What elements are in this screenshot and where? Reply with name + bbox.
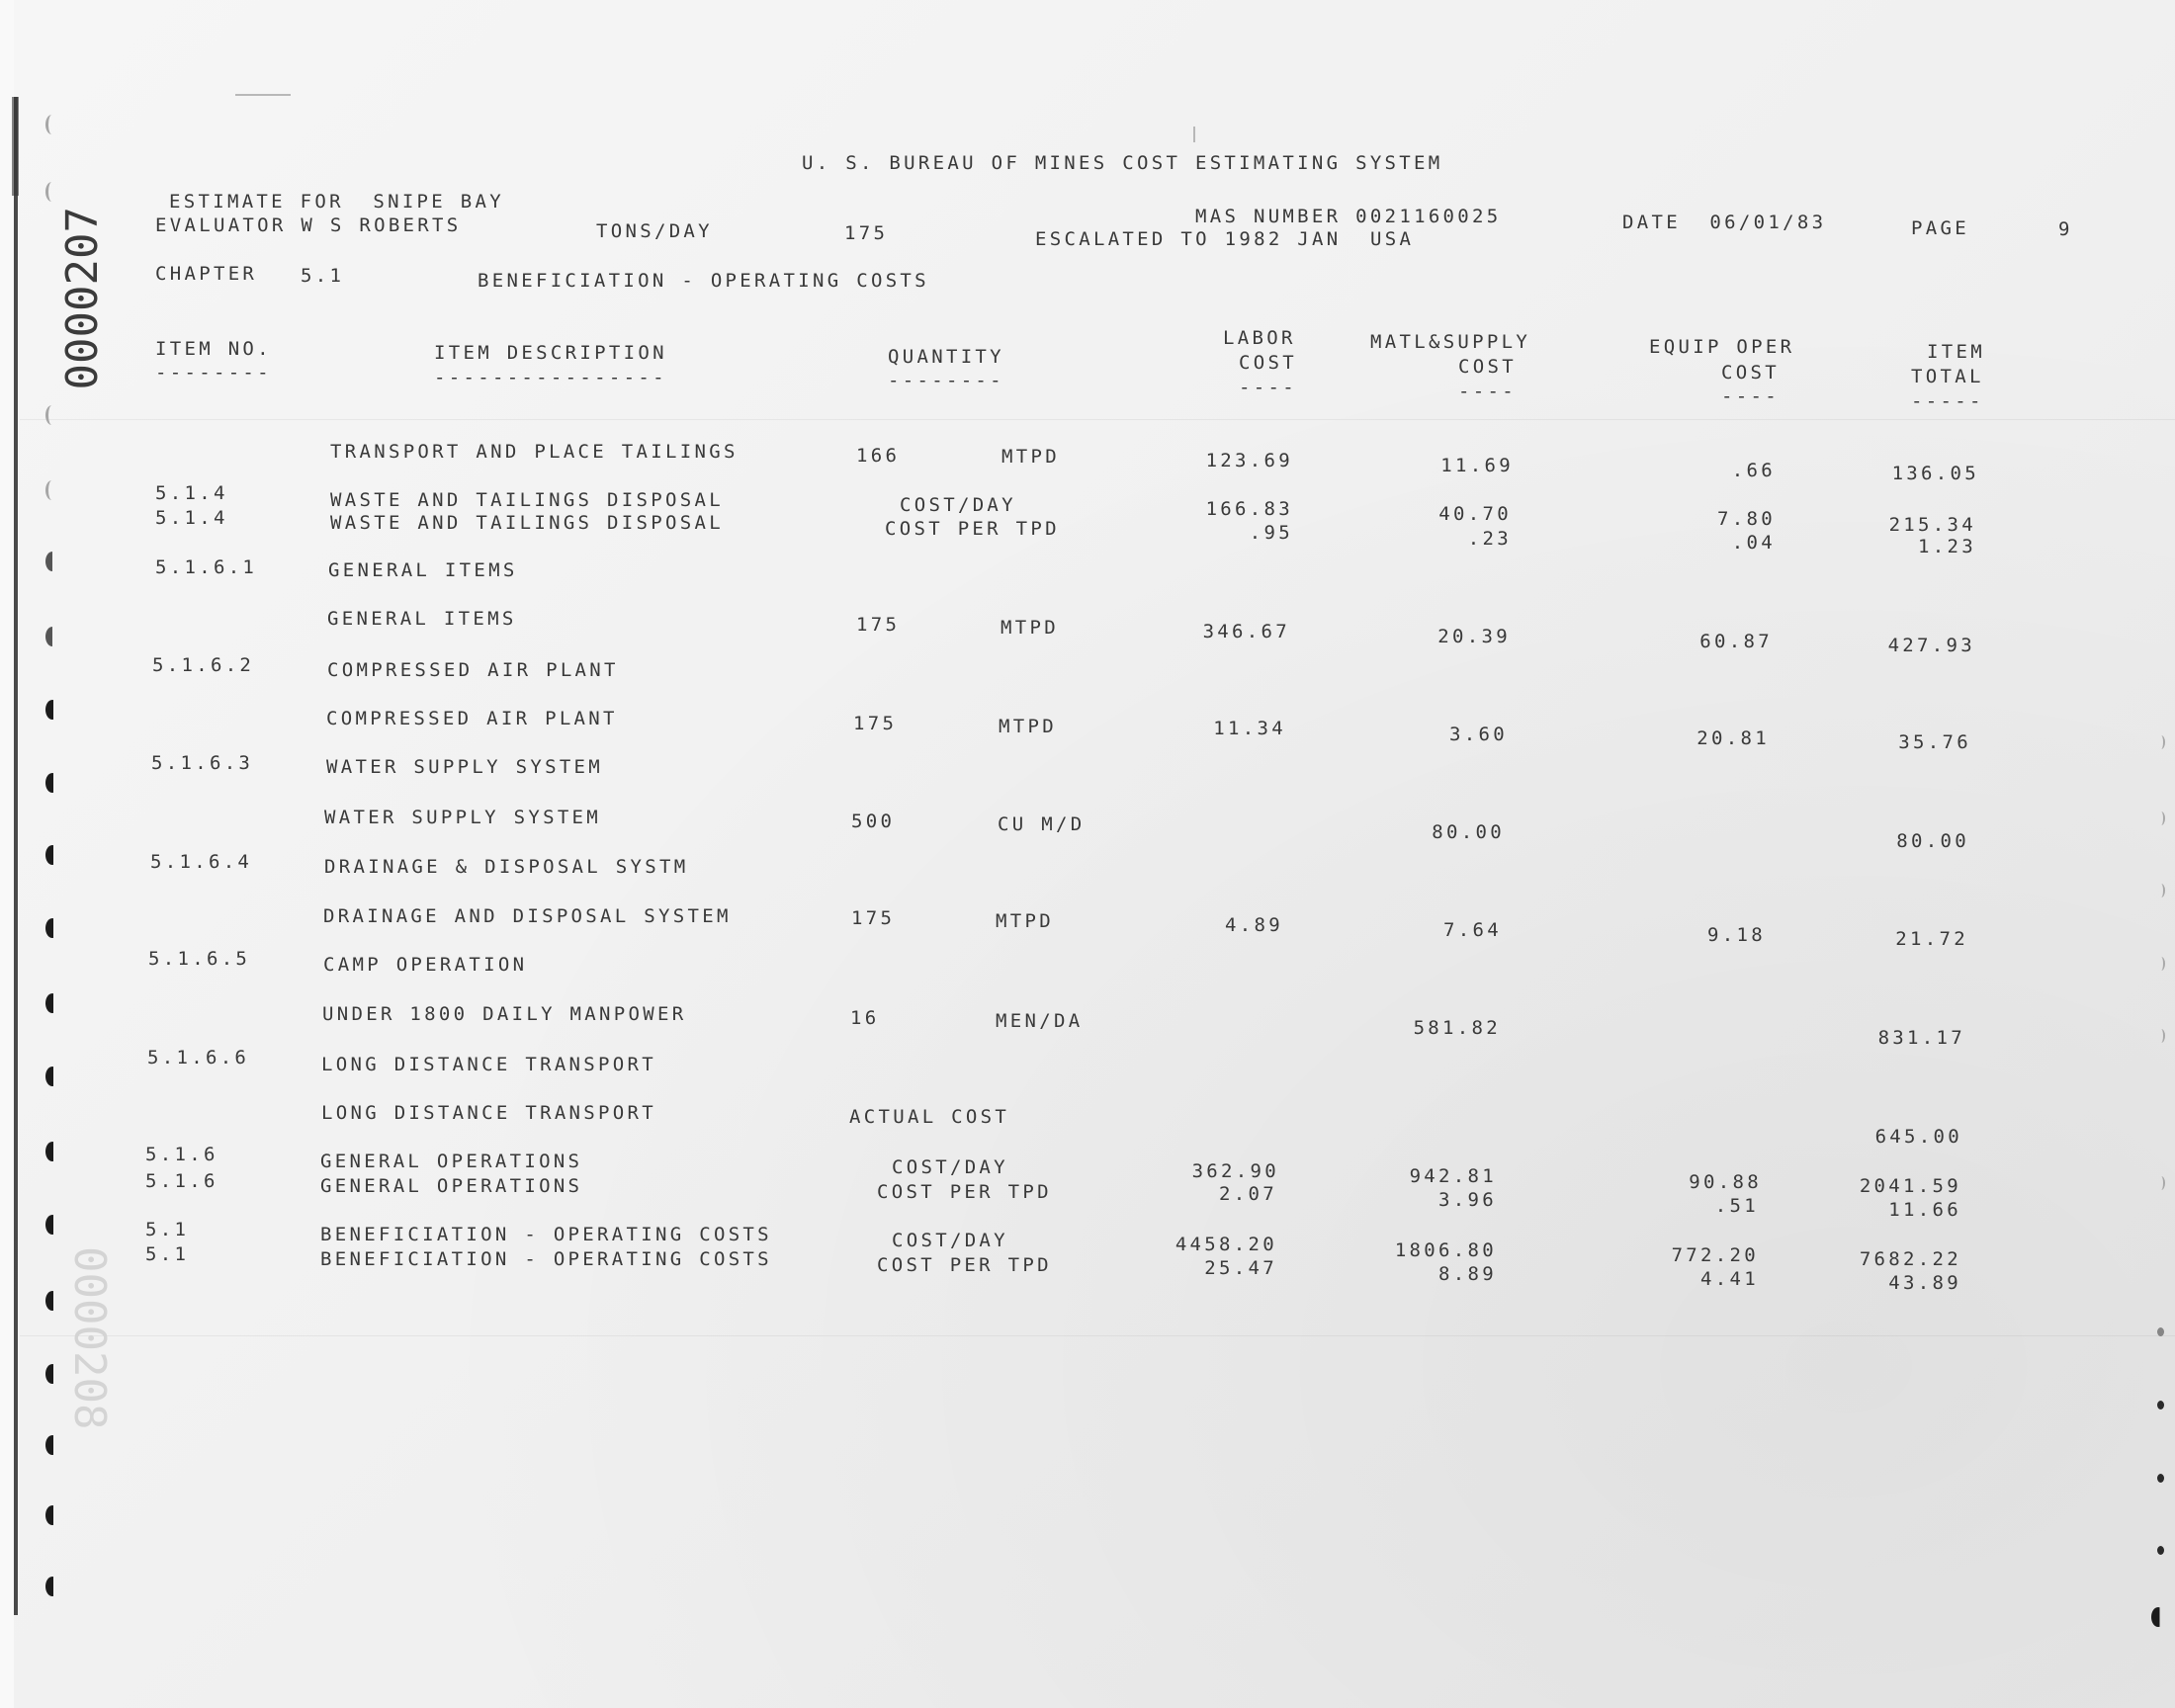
fold-crease — [20, 419, 2175, 420]
row-item-total: 7682.22 — [1859, 1248, 1961, 1270]
print-smudge — [235, 94, 291, 96]
row-matl-supply-cost: 40.70 — [1438, 503, 1512, 525]
tractor-feed-hole — [45, 1067, 59, 1086]
tons-day-label: TONS/DAY — [596, 220, 713, 242]
row-labor-cost: 4.89 — [1225, 914, 1283, 936]
row-equip-oper-cost: 772.20 — [1671, 1244, 1759, 1266]
row-quantity: COST PER TPD — [877, 1254, 1052, 1276]
margin-line-shadow — [12, 97, 19, 196]
row-description: COMPRESSED AIR PLANT — [326, 708, 618, 729]
column-header-item-no: ITEM NO. — [155, 338, 272, 360]
row-unit: MEN/DA — [996, 1010, 1084, 1032]
tractor-feed-hole — [45, 1142, 59, 1161]
column-header-labor-cost: LABOR — [1223, 327, 1296, 349]
row-description: GENERAL OPERATIONS — [320, 1151, 583, 1172]
row-quantity: COST/DAY — [892, 1230, 1008, 1251]
row-item-total: 136.05 — [1891, 463, 1979, 484]
row-equip-oper-cost: 90.88 — [1689, 1171, 1762, 1193]
tractor-feed-hole — [45, 1577, 59, 1596]
row-unit: MTPD — [1001, 446, 1060, 468]
tractor-feed-hole — [2157, 1176, 2165, 1190]
column-header-rule: ---- — [1458, 381, 1517, 402]
row-item-no: 5.1.6.4 — [150, 851, 253, 873]
row-item-no: 5.1.6.5 — [148, 948, 251, 970]
row-description: LONG DISTANCE TRANSPORT — [321, 1102, 656, 1124]
column-header-item-description: ITEM DESCRIPTION — [434, 342, 667, 364]
page-label: PAGE — [1911, 217, 1969, 239]
row-item-total: 645.00 — [1874, 1126, 1962, 1148]
column-header-matl-supply-cost: COST — [1458, 356, 1517, 378]
row-description: BENEFICIATION - OPERATING COSTS — [320, 1224, 772, 1245]
tractor-feed-hole — [45, 1364, 59, 1384]
tractor-feed-hole — [45, 700, 59, 720]
tractor-feed-hole — [2157, 1474, 2164, 1483]
row-unit: MTPD — [996, 910, 1054, 932]
tractor-feed-hole — [2157, 735, 2165, 749]
tractor-feed-hole — [45, 1435, 59, 1455]
row-description: COMPRESSED AIR PLANT — [327, 659, 619, 681]
estimate-for: ESTIMATE FOR SNIPE BAY — [169, 191, 504, 213]
row-item-total: 2041.59 — [1859, 1175, 1961, 1197]
column-header-rule: ---- — [1721, 385, 1780, 407]
row-equip-oper-cost: 9.18 — [1707, 924, 1766, 946]
row-item-total: 43.89 — [1888, 1272, 1961, 1294]
tractor-feed-hole — [45, 182, 58, 202]
row-labor-cost: 166.83 — [1205, 498, 1293, 520]
row-equip-oper-cost: 60.87 — [1699, 631, 1773, 652]
fold-crease — [20, 1335, 2175, 1336]
column-header-rule: ---------------- — [434, 367, 667, 388]
tractor-feed-hole — [45, 845, 59, 865]
row-quantity: 175 — [851, 907, 896, 929]
row-labor-cost: .95 — [1249, 522, 1293, 544]
row-quantity: COST/DAY — [900, 494, 1016, 516]
row-description: GENERAL ITEMS — [327, 608, 517, 630]
row-description: CAMP OPERATION — [323, 954, 528, 976]
escalation-note: ESCALATED TO 1982 JAN USA — [1035, 228, 1415, 250]
document-stamp-number: 0000207 — [57, 207, 108, 390]
row-equip-oper-cost: 7.80 — [1717, 508, 1776, 530]
row-matl-supply-cost: 11.69 — [1440, 455, 1514, 476]
chapter-label: CHAPTER — [155, 263, 258, 285]
page-number: 9 — [2058, 218, 2073, 240]
tractor-feed-hole — [45, 1291, 59, 1311]
tractor-feed-hole — [2157, 1029, 2165, 1043]
row-labor-cost: 11.34 — [1213, 718, 1286, 739]
column-header-equip-oper-cost: EQUIP OPER — [1649, 336, 1795, 358]
tractor-feed-hole — [2157, 957, 2165, 971]
row-labor-cost: 346.67 — [1202, 621, 1290, 642]
tractor-feed-hole — [2157, 1327, 2164, 1336]
row-labor-cost: 123.69 — [1205, 450, 1293, 471]
row-description: GENERAL OPERATIONS — [320, 1175, 583, 1197]
system-title: U. S. BUREAU OF MINES COST ESTIMATING SYSTEM — [802, 152, 1443, 174]
row-matl-supply-cost: 80.00 — [1432, 821, 1505, 843]
column-header-item-total: ITEM — [1927, 341, 1985, 363]
row-matl-supply-cost: 8.89 — [1438, 1263, 1497, 1285]
row-item-total: 80.00 — [1896, 830, 1969, 852]
column-header-rule: -------- — [888, 370, 1004, 391]
column-header-rule: ---- — [1239, 377, 1297, 398]
row-item-no: 5.1 — [145, 1243, 190, 1265]
column-header-item-total: TOTAL — [1911, 366, 1984, 387]
tractor-feed-hole — [45, 405, 58, 425]
tractor-feed-hole — [2157, 884, 2165, 897]
row-matl-supply-cost: 3.60 — [1449, 724, 1508, 745]
report-date: DATE 06/01/83 — [1622, 212, 1827, 233]
margin-line — [14, 97, 18, 1615]
row-item-no: 5.1.6 — [145, 1170, 218, 1192]
row-item-no: 5.1.4 — [155, 507, 228, 529]
tractor-feed-hole — [2151, 1607, 2165, 1627]
row-matl-supply-cost: 581.82 — [1413, 1017, 1501, 1039]
row-item-no: 5.1.6.1 — [155, 556, 258, 578]
row-matl-supply-cost: 942.81 — [1409, 1165, 1497, 1187]
row-quantity: COST/DAY — [892, 1156, 1008, 1178]
row-quantity: COST PER TPD — [885, 518, 1060, 540]
tractor-feed-hole — [2157, 1401, 2164, 1409]
column-header-quantity: QUANTITY — [888, 346, 1004, 368]
row-quantity: 175 — [853, 713, 898, 734]
mas-number: MAS NUMBER 0021160025 — [1195, 206, 1502, 227]
row-item-no: 5.1 — [145, 1219, 190, 1240]
row-description: LONG DISTANCE TRANSPORT — [321, 1054, 656, 1075]
row-item-total: 215.34 — [1888, 514, 1976, 536]
row-item-no: 5.1.4 — [155, 482, 228, 504]
tractor-feed-hole — [2157, 1546, 2164, 1555]
row-equip-oper-cost: 20.81 — [1696, 727, 1770, 749]
row-equip-oper-cost: 4.41 — [1700, 1268, 1759, 1290]
column-header-matl-supply-cost: MATL&SUPPLY — [1370, 331, 1531, 353]
tractor-feed-hole — [45, 115, 58, 134]
row-quantity: 16 — [850, 1007, 880, 1029]
column-header-equip-oper-cost: COST — [1721, 362, 1780, 384]
row-quantity: 166 — [856, 445, 901, 467]
tractor-feed-hole — [45, 552, 59, 571]
row-description: GENERAL ITEMS — [328, 559, 518, 581]
chapter-title: BENEFICIATION - OPERATING COSTS — [478, 270, 929, 292]
tractor-feed-hole — [45, 993, 59, 1013]
row-description: WATER SUPPLY SYSTEM — [324, 807, 602, 828]
row-item-total: 35.76 — [1898, 731, 1971, 753]
paper-edge — [0, 0, 14, 1708]
tractor-feed-hole — [45, 1215, 59, 1235]
row-description: WASTE AND TAILINGS DISPOSAL — [330, 489, 724, 511]
row-item-no: 5.1.6.2 — [152, 654, 255, 676]
row-quantity: ACTUAL COST — [849, 1106, 1010, 1128]
row-item-no: 5.1.6.3 — [151, 752, 254, 774]
row-item-no: 5.1.6 — [145, 1144, 218, 1165]
row-quantity: 500 — [851, 811, 896, 832]
column-header-rule: ----- — [1911, 390, 1984, 412]
tractor-feed-hole — [45, 1505, 59, 1525]
row-matl-supply-cost: 20.39 — [1437, 626, 1511, 647]
column-header-labor-cost: COST — [1239, 352, 1297, 374]
row-unit: CU M/D — [998, 813, 1086, 835]
tons-day-value: 175 — [844, 222, 889, 244]
row-labor-cost: 4458.20 — [1174, 1234, 1277, 1255]
column-header-rule: -------- — [155, 362, 272, 384]
row-matl-supply-cost: 1806.80 — [1394, 1239, 1497, 1261]
row-description: BENEFICIATION - OPERATING COSTS — [320, 1248, 772, 1270]
row-item-total: 11.66 — [1888, 1199, 1961, 1221]
row-quantity: COST PER TPD — [877, 1181, 1052, 1203]
row-description: DRAINAGE AND DISPOSAL SYSTEM — [323, 905, 732, 927]
tractor-feed-hole — [45, 627, 59, 646]
row-labor-cost: 362.90 — [1191, 1160, 1279, 1182]
row-description: UNDER 1800 DAILY MANPOWER — [322, 1003, 687, 1025]
row-matl-supply-cost: 7.64 — [1443, 919, 1502, 941]
row-description: WATER SUPPLY SYSTEM — [326, 756, 604, 778]
evaluator: EVALUATOR W S ROBERTS — [155, 214, 462, 236]
row-equip-oper-cost: .04 — [1731, 532, 1776, 554]
row-equip-oper-cost: .51 — [1714, 1195, 1759, 1217]
row-labor-cost: 25.47 — [1204, 1257, 1277, 1279]
row-item-no: 5.1.6.6 — [147, 1047, 250, 1068]
row-description: TRANSPORT AND PLACE TAILINGS — [330, 441, 739, 463]
print-smudge — [1193, 127, 1195, 142]
row-description: DRAINAGE & DISPOSAL SYSTM — [324, 856, 689, 878]
tractor-feed-hole — [45, 773, 59, 793]
row-unit: MTPD — [999, 716, 1057, 737]
row-item-total: 21.72 — [1895, 928, 1968, 950]
tractor-feed-hole — [2157, 811, 2165, 825]
row-item-total: 1.23 — [1918, 536, 1976, 557]
chapter-number: 5.1 — [301, 265, 345, 287]
row-item-total: 831.17 — [1877, 1027, 1965, 1049]
row-equip-oper-cost: .66 — [1731, 460, 1776, 481]
row-matl-supply-cost: 3.96 — [1438, 1189, 1497, 1211]
row-labor-cost: 2.07 — [1219, 1183, 1277, 1205]
show-through-stamp-number: 0000208 — [64, 1246, 115, 1430]
row-matl-supply-cost: .23 — [1467, 528, 1512, 550]
tractor-feed-hole — [45, 480, 58, 500]
row-item-total: 427.93 — [1887, 635, 1975, 656]
row-description: WASTE AND TAILINGS DISPOSAL — [330, 512, 724, 534]
row-unit: MTPD — [1000, 617, 1059, 639]
tractor-feed-hole — [45, 918, 59, 938]
row-quantity: 175 — [856, 614, 901, 636]
